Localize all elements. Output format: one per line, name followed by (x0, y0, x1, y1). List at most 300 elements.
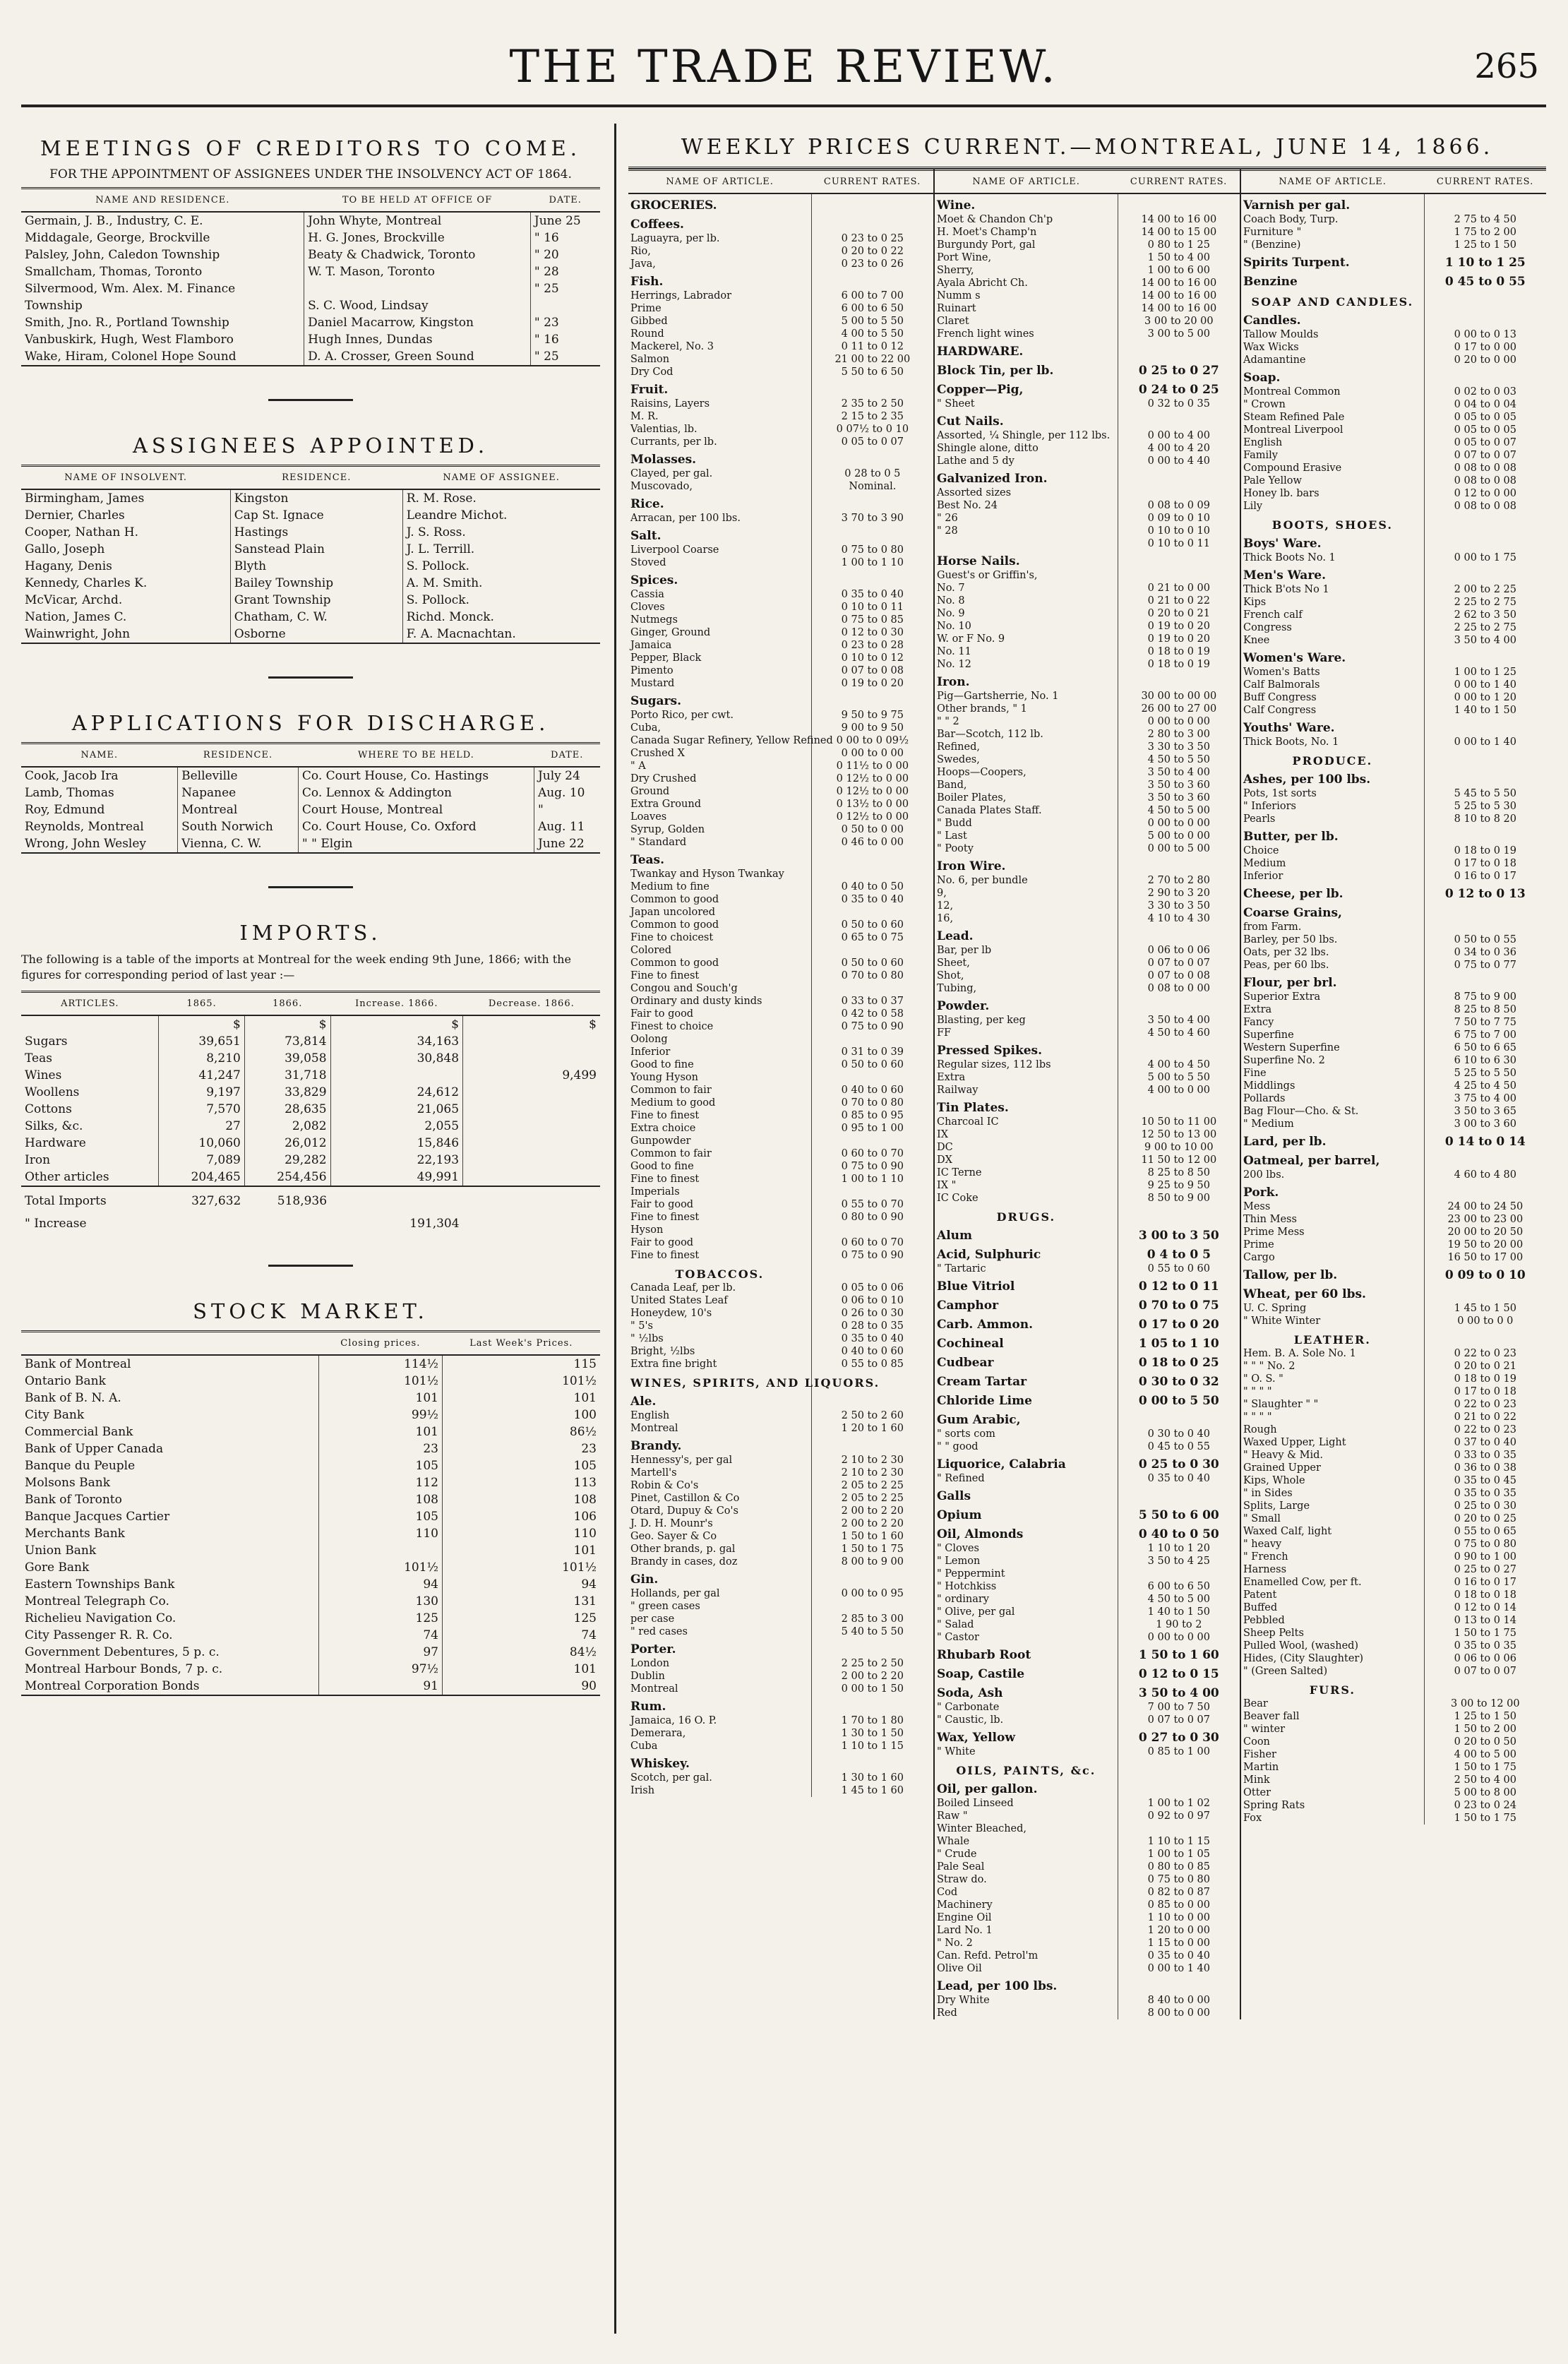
article-name: " Sheet (937, 398, 975, 410)
price-row (935, 302, 1240, 315)
current-rate: 0 00 to 5 50 (1118, 1390, 1240, 1409)
article-name: " No. 2 (937, 1938, 973, 1949)
price-row (1241, 1538, 1546, 1551)
current-rate (1424, 366, 1546, 386)
article-name: Boys' Ware. (1243, 537, 1322, 551)
article-name: FF (937, 1027, 952, 1039)
table-row (21, 609, 600, 626)
current-rate: 5 50 to 6 50 (811, 366, 933, 378)
table-row (21, 1084, 600, 1101)
article-name: Galvanized Iron. (937, 472, 1048, 486)
current-rate: 3 00 to 12 00 (1424, 1697, 1546, 1710)
current-rate: 0 12 to 0 00 (1424, 487, 1546, 500)
price-column (1240, 169, 1546, 2019)
price-row (628, 734, 933, 747)
price-category (1241, 647, 1546, 666)
price-row (628, 798, 933, 811)
price-row (628, 1358, 933, 1371)
current-rate: 0 35 to 0 40 (811, 1332, 933, 1345)
article-name: Cream Tartar (937, 1375, 1027, 1389)
price-row (628, 836, 933, 849)
current-rate (1118, 193, 1240, 213)
current-rate: 0 18 to 0 19 (1424, 844, 1546, 857)
current-rate: 0 21 to 0 22 (1118, 595, 1240, 607)
current-rate: 0 12½ to 0 00 (811, 772, 933, 785)
current-rate: 4 50 to 4 60 (1118, 1027, 1240, 1039)
table-row (21, 767, 600, 784)
article-name: Demerara, (630, 1728, 686, 1739)
price-row (935, 1701, 1240, 1714)
price-row (935, 1154, 1240, 1166)
article-name: No. 11 (937, 646, 971, 657)
table-cell: Aug. 10 (534, 784, 600, 801)
table-cell: 101 (318, 1423, 442, 1440)
price-category (628, 1638, 933, 1657)
column-header: 1866. (244, 992, 330, 1016)
price-category (1241, 1130, 1546, 1150)
price-row (1241, 386, 1546, 398)
price-row (935, 1593, 1240, 1606)
current-rate (811, 569, 933, 588)
article-name: Fish. (630, 275, 664, 289)
table-cell: " 23 (530, 314, 600, 331)
column-header: NAME OF ARTICLE. (935, 170, 1118, 194)
current-rate: 1 50 to 1 60 (1118, 1644, 1240, 1663)
article-name: " " 2 (937, 716, 959, 727)
article-name: Common to fair (630, 1085, 712, 1096)
article-name: Lily (1243, 501, 1263, 512)
table-cell: Bank of Montreal (25, 1357, 131, 1372)
table-row (21, 1152, 600, 1169)
stock-title: STOCK MARKET. (193, 1299, 429, 1324)
current-rate: 0 90 to 1 00 (1424, 1551, 1546, 1563)
price-category (935, 671, 1240, 690)
article-name: Coon (1243, 1736, 1270, 1748)
table-cell: Cook, Jacob Ira (25, 769, 119, 783)
table-cell: 105 (318, 1457, 442, 1474)
price-category (1241, 564, 1546, 583)
current-rate: 0 25 to 0 30 (1424, 1500, 1546, 1512)
current-rate (811, 868, 933, 880)
price-row (1241, 1736, 1546, 1748)
price-row (935, 900, 1240, 912)
price-row (1241, 328, 1546, 341)
table-row (21, 1169, 600, 1186)
price-row (1241, 1474, 1546, 1487)
price-row (1241, 787, 1546, 800)
price-row (1241, 1563, 1546, 1576)
price-row (935, 607, 1240, 620)
price-row (628, 601, 933, 614)
article-name: Grained Upper (1243, 1462, 1321, 1474)
price-table-body (628, 193, 933, 1797)
price-row (628, 1046, 933, 1058)
article-name: English (630, 1410, 670, 1421)
current-rate: 2 05 to 2 25 (811, 1492, 933, 1505)
price-row (1241, 1812, 1546, 1825)
table-cell: Hugh Innes, Dundas (304, 331, 531, 348)
article-name: No. 12 (937, 659, 971, 670)
current-rate (1118, 1409, 1240, 1428)
price-row (628, 1033, 933, 1046)
current-rate (1118, 1039, 1240, 1058)
table-cell (463, 1135, 600, 1152)
current-rate: 0 00 to 1 40 (1424, 679, 1546, 691)
current-rate: 1 30 to 1 60 (811, 1772, 933, 1784)
price-row (628, 315, 933, 328)
current-rate: 11 50 to 12 00 (1118, 1154, 1240, 1166)
current-rate: 1 20 to 0 00 (1118, 1924, 1240, 1937)
price-row (1241, 1774, 1546, 1786)
current-rate: 2 10 to 2 30 (811, 1454, 933, 1467)
current-rate (1118, 855, 1240, 874)
price-row (628, 1727, 933, 1740)
table-row (21, 1050, 600, 1067)
price-row (935, 969, 1240, 982)
price-row (1241, 666, 1546, 679)
imports-intro: The following is a table of the imports at Montreal for the week ending 9th June, 1866; with the figures for corresponding period of last year :— (21, 953, 571, 981)
price-row (935, 1745, 1240, 1758)
table-row (21, 1118, 600, 1135)
current-rate: 3 00 to 3 60 (1424, 1118, 1546, 1130)
price-section-heading (628, 1262, 933, 1282)
current-rate: 0 18 to 0 25 (1118, 1351, 1240, 1371)
price-row (628, 1186, 933, 1198)
price-row (1241, 341, 1546, 354)
current-rate (1424, 1283, 1546, 1302)
article-name: Clayed, per gal. (630, 468, 713, 479)
article-name: DRUGS. (996, 1210, 1056, 1224)
price-category (935, 1313, 1240, 1332)
table-cell: Roy, Edmund (25, 803, 105, 817)
article-name: Splits, Large (1243, 1500, 1310, 1512)
table-row (21, 1423, 600, 1440)
column-header: 1865. (159, 992, 245, 1016)
article-name: Gunpowder (630, 1135, 691, 1147)
table-cell: Belleville (178, 767, 299, 784)
current-rate (811, 1390, 933, 1409)
article-name: Steam Refined Pale (1243, 412, 1345, 423)
table-row (21, 1508, 600, 1525)
current-rate: 0 85 to 0 00 (1118, 1899, 1240, 1911)
price-category (1241, 366, 1546, 386)
column-header: Closing prices. (318, 1332, 442, 1356)
article-name: Ground (630, 786, 670, 797)
article-name: " 5's (630, 1320, 653, 1332)
table-cell: 131 (443, 1593, 601, 1610)
article-name: Shingle alone, ditto (937, 443, 1039, 454)
assignees-title: ASSIGNEES APPOINTED. (132, 434, 489, 458)
price-row (935, 1618, 1240, 1631)
table-cell: 130 (318, 1593, 442, 1610)
price-table-body (935, 193, 1240, 2019)
article-name: Scotch, per gal. (630, 1772, 712, 1784)
article-name: Soap. (1243, 371, 1281, 385)
current-rate (1118, 550, 1240, 569)
current-rate: 4 00 to 4 50 (1118, 1058, 1240, 1071)
table-cell: City Bank (25, 1408, 85, 1423)
article-name: Brandy. (630, 1439, 682, 1453)
table-cell: Cooper, Nathan H. (25, 525, 138, 539)
article-name: " Cloves (937, 1543, 979, 1554)
article-name: IC Terne (937, 1167, 982, 1178)
column-header: DATE. (530, 189, 600, 213)
article-name: SOAP AND CANDLES. (1251, 295, 1414, 309)
article-name: Dublin (630, 1671, 665, 1682)
article-name: Extra Ground (630, 799, 701, 810)
table-cell: " 16 (530, 229, 600, 246)
current-rate: 1 25 to 1 50 (1424, 239, 1546, 251)
current-rate: 3 00 to 5 00 (1118, 328, 1240, 340)
current-rate: 0 45 to 0 55 (1118, 1440, 1240, 1453)
price-row (628, 1613, 933, 1625)
article-name: " 26 (937, 513, 958, 524)
article-name: Tin Plates. (937, 1101, 1009, 1115)
table-cell: S. C. Wood, Lindsay (304, 297, 531, 314)
price-row (628, 232, 933, 245)
table-cell: Bank of Toronto (25, 1493, 122, 1508)
article-name: Mink (1243, 1774, 1270, 1786)
price-category (935, 1390, 1240, 1409)
table-cell: McVicar, Archd. (25, 593, 123, 607)
current-rate (1118, 1822, 1240, 1835)
column-header: NAME OF ASSIGNEE. (402, 466, 600, 490)
article-name: Ayala Abricht Ch. (937, 277, 1028, 289)
article-name: Ale. (630, 1395, 657, 1409)
table-cell: Palsley, John, Caledon Township (25, 248, 220, 262)
table-cell: 15,846 (330, 1135, 463, 1152)
article-name: Jamaica, 16 O. P. (630, 1715, 717, 1726)
price-row (1241, 1092, 1546, 1105)
current-rate: 0 30 to 0 40 (1118, 1428, 1240, 1440)
column-header: NAME OF INSOLVENT. (21, 466, 230, 490)
current-rate: 0 00 to 1 50 (811, 1683, 933, 1695)
article-name: Waxed Upper, Light (1243, 1437, 1346, 1448)
article-name: Cuba (630, 1741, 658, 1752)
article-name: Common to good (630, 894, 719, 905)
price-row (935, 595, 1240, 607)
article-name: " Small (1243, 1513, 1281, 1524)
article-name: Oil, per gallon. (937, 1782, 1038, 1796)
current-rate: 0 00 to 0 09½ (811, 734, 933, 747)
article-name: Ordinary and dusty kinds (630, 996, 762, 1007)
table-row (21, 835, 600, 853)
current-rate: 0 00 to 0 00 (1118, 1631, 1240, 1644)
table-row (21, 1644, 600, 1661)
article-name: Tubing, (937, 983, 977, 994)
current-rate: 0 75 to 0 90 (811, 1020, 933, 1033)
table-cell: 114½ (318, 1355, 442, 1373)
table-cell: S. Pollock. (402, 558, 600, 575)
current-rate: 4 25 to 4 50 (1424, 1080, 1546, 1092)
article-name: Soda, Ash (937, 1686, 1003, 1700)
table-cell: Birmingham, James (25, 491, 145, 506)
price-row (628, 982, 933, 995)
price-row (935, 315, 1240, 328)
price-row (935, 1116, 1240, 1128)
table-row (21, 229, 600, 246)
article-name: Sugars. (630, 694, 681, 708)
current-rate: 2 35 to 2 50 (811, 398, 933, 410)
article-name: " ordinary (937, 1594, 989, 1605)
current-rate (1424, 748, 1546, 768)
stock-table (21, 1330, 600, 1696)
price-header-row (935, 170, 1240, 194)
table-cell: 99½ (318, 1407, 442, 1423)
article-name: Butter, per lb. (1243, 830, 1339, 844)
price-category (628, 690, 933, 709)
article-name: Charcoal IC (937, 1116, 999, 1128)
price-row (628, 1071, 933, 1084)
article-name: Oolong (630, 1034, 668, 1045)
current-rate: 0 28 to 0 35 (811, 1320, 933, 1332)
article-name: Salmon (630, 354, 670, 365)
price-row (1241, 1118, 1546, 1130)
current-rate: 0 21 to 0 22 (1424, 1411, 1546, 1423)
current-rate: 26 00 to 27 00 (1118, 703, 1240, 715)
price-row (628, 1147, 933, 1160)
current-rate: 0 00 to 0 00 (1118, 715, 1240, 728)
current-rate: 0 17 to 0 00 (1424, 341, 1546, 354)
price-row (935, 1924, 1240, 1937)
current-rate: 0 60 to 0 70 (811, 1236, 933, 1249)
price-row (935, 830, 1240, 842)
current-rate: 0 37 to 0 40 (1424, 1436, 1546, 1449)
article-name: Varnish per gal. (1243, 198, 1351, 213)
table-cell: 97½ (318, 1661, 442, 1678)
current-rate: 12 50 to 13 00 (1118, 1128, 1240, 1141)
price-row (628, 1625, 933, 1638)
section-divider (268, 1265, 353, 1267)
current-rate: 0 07½ to 0 10 (811, 423, 933, 436)
price-row (1241, 1238, 1546, 1251)
current-rate (811, 1600, 933, 1613)
current-rate (811, 378, 933, 398)
price-row (1241, 634, 1546, 647)
section-divider (268, 886, 353, 888)
article-name: " Inferiors (1243, 801, 1296, 812)
current-rate: 0 02 to 0 03 (1424, 386, 1546, 398)
current-rate: 0 07 to 0 07 (1118, 957, 1240, 969)
price-row (935, 912, 1240, 925)
current-rate (811, 1568, 933, 1587)
price-category (1241, 251, 1546, 270)
article-name: Block Tin, per lb. (937, 364, 1054, 378)
current-rate: 0 20 to 0 00 (1424, 354, 1546, 366)
article-name: Family (1243, 450, 1278, 461)
price-row (628, 1294, 933, 1307)
article-name: Harness (1243, 1564, 1287, 1575)
price-row (935, 277, 1240, 289)
article-name: Lard No. 1 (937, 1925, 993, 1936)
current-rate (811, 525, 933, 544)
price-row (935, 645, 1240, 658)
table-cell: 74 (443, 1627, 601, 1644)
column-header: CURRENT RATES. (811, 170, 933, 194)
column-header: ARTICLES. (21, 992, 159, 1016)
article-name: Rough (1243, 1424, 1277, 1435)
current-rate: 0 75 to 0 85 (811, 614, 933, 626)
article-name: Fine to finest (630, 1110, 700, 1121)
article-name: Good to fine (630, 1161, 694, 1172)
table-cell: Co. Court House, Co. Hastings (298, 767, 534, 784)
current-rate: 0 19 to 0 20 (811, 677, 933, 690)
table-row (21, 1474, 600, 1491)
price-section-heading (1241, 289, 1546, 309)
current-rate (811, 213, 933, 232)
table-cell: Ontario Bank (25, 1374, 106, 1389)
price-row (1241, 500, 1546, 513)
current-rate: 0 26 to 0 30 (811, 1307, 933, 1320)
price-section-heading (935, 1205, 1240, 1224)
article-name: HARDWARE. (937, 345, 1024, 359)
article-name: M. R. (630, 411, 659, 422)
current-rate: 0 35 to 0 40 (1118, 1950, 1240, 1962)
article-name: Sheet, (937, 957, 970, 969)
table-cell (21, 1015, 159, 1033)
article-name: Men's Ware. (1243, 568, 1327, 583)
article-name: Crushed X (630, 748, 685, 759)
price-row (935, 1631, 1240, 1644)
price-row (628, 423, 933, 436)
price-row (628, 893, 933, 906)
article-name: Medium (1243, 858, 1286, 869)
price-row (935, 499, 1240, 512)
current-rate: 5 00 to 8 00 (1424, 1786, 1546, 1799)
price-row (1241, 239, 1546, 251)
article-name: Herrings, Labrador (630, 290, 732, 302)
meetings-subtitle: FOR THE APPOINTMENT OF ASSIGNEES UNDER THE INSOLVENCY ACT OF 1864. (49, 167, 572, 181)
current-rate: 0 20 to 0 25 (1424, 1512, 1546, 1525)
table-row (21, 801, 600, 818)
article-name: 200 lbs. (1243, 1169, 1285, 1181)
table-cell: Lamb, Thomas (25, 786, 114, 800)
price-category (935, 1275, 1240, 1294)
article-name: " Salad (937, 1619, 974, 1630)
price-row (628, 760, 933, 772)
current-rate: 0 65 to 0 75 (811, 931, 933, 944)
article-name: Common to fair (630, 1148, 712, 1159)
table-cell: 30,848 (330, 1050, 463, 1067)
current-rate: 0 55 to 0 65 (1424, 1525, 1546, 1538)
price-row (935, 1262, 1240, 1275)
current-rate: 0 09 to 0 10 (1118, 512, 1240, 525)
article-name: Prime Mess (1243, 1226, 1305, 1238)
price-row (1241, 991, 1546, 1003)
price-row (1241, 1487, 1546, 1500)
table-cell: 7,089 (159, 1152, 245, 1169)
table-row (21, 524, 600, 541)
price-row (935, 1014, 1240, 1027)
current-rate: 1 45 to 1 50 (1424, 1302, 1546, 1315)
price-row (1241, 1462, 1546, 1474)
table-cell: Montreal (178, 801, 299, 818)
current-rate: 0 35 to 0 35 (1424, 1487, 1546, 1500)
price-row (935, 1962, 1240, 1975)
current-rate: 0 00 to 0 00 (1118, 817, 1240, 830)
article-name: Blasting, per keg (937, 1015, 1026, 1026)
price-category (628, 1753, 933, 1772)
table-cell (463, 1186, 600, 1210)
current-rate (811, 1186, 933, 1198)
article-name: Hennessy's, per gal (630, 1455, 733, 1466)
price-row (628, 1097, 933, 1109)
current-rate: 0 17 to 0 20 (1118, 1313, 1240, 1332)
current-rate: 0 00 to 5 00 (1118, 842, 1240, 855)
price-row (935, 842, 1240, 855)
article-name: French calf (1243, 609, 1303, 621)
price-category (935, 1351, 1240, 1371)
